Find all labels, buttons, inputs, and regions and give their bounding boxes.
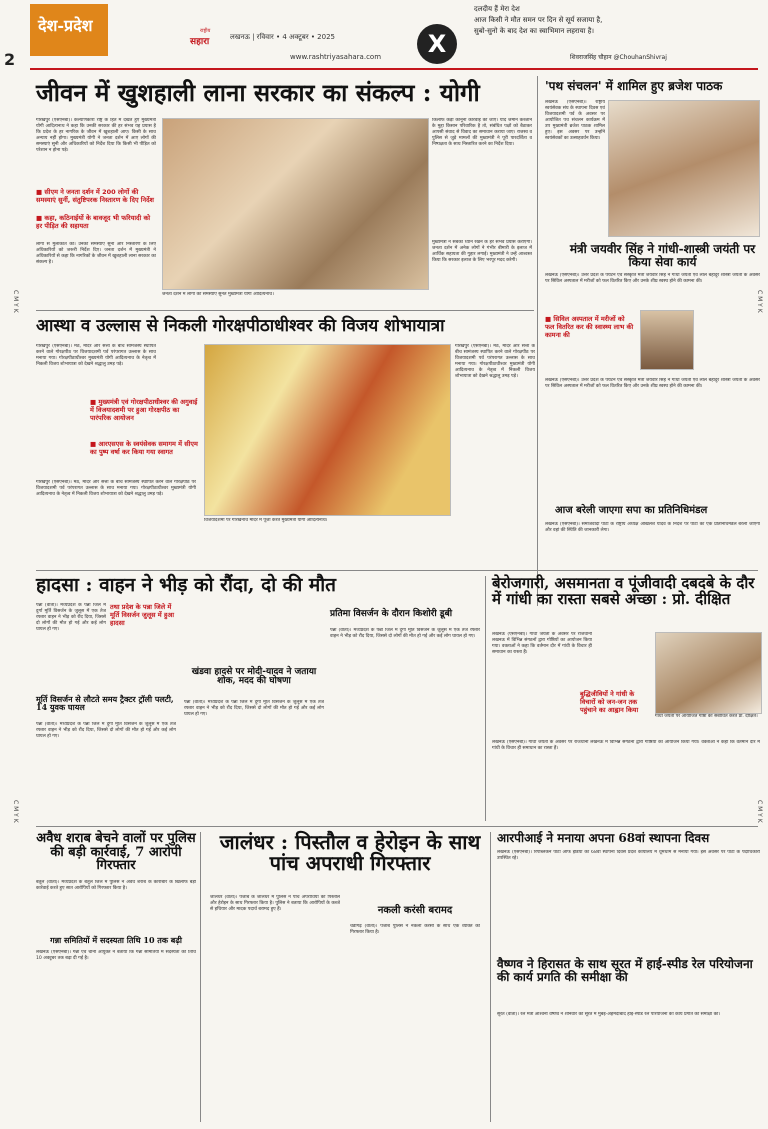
quote-line: दलदीय हैं मेरा देश (474, 5, 520, 13)
quote-line: आज किसी ने मौत समन पर दिन से सूर्य सजाया है, (474, 16, 603, 24)
print-mark: C M Y K (12, 290, 19, 313)
story2-text-2: गोरखपुर (एसएनबी)। मठ, मंदिर और सत्ता के बीच सामंजस्य स्थापित करने वाले गोरक्षपीठ पर विजयादशमी पर्व परंपरागत उल्लास के साथ मनाया गया। गोरक्षपीठाधीश्वर मुख्यमंत्री योगी आदित्यनाथ के नेतृत्व में निकली विजय शोभायात्रा को देखने श्रद्धालु उमड़ पड़े। (36, 480, 196, 497)
story2-bullet: ■ आरएसएस के स्वयंसेवक समागम में सीएम का पुष्प वर्षा कर किया गया स्वागत (90, 440, 198, 456)
story7-headline: आरपीआई ने मनाया अपना 68वां स्थापना दिवस (497, 831, 710, 845)
website-url: www.rashtriyasahara.com (290, 53, 382, 61)
story1-col3: किलाफ कड़ी कानूनी कार्रवाई की जाए। यदि जमीन कब्जाने के मुद्दा किसान परिवारिक है तो, संबंधित पक्षों को बैठाकर आपसी संवाद से विवाद का समाधान कराया जाए। राजस्व व पुलिस से जुड़े मामलों की मुख्यमंत्री ने पूरी पारदर्शिता व निष्पक्षता के साथ निस्तारित करने का निर्देश दिया। (432, 118, 532, 147)
story3-text-2: पन्ना (वार्ता)। मध्यप्रदेश के पन्ना जिले में दुर्गा मूर्ति विसर्जन के जुलूस में एक तेज रफ्तार वाहन ने भीड़ को रौंद दिया, जिससे दो लोगों की मौत हो गई और कई लोग घायल हो गए। (36, 722, 176, 739)
story2-text: गोरखपुर (एसएनबी)। मठ, मंदिर और सत्ता के बीच सामंजस्य स्थापित करने वाले गोरक्षपीठ पर विजयादशमी पर्व परंपरागत उल्लास के साथ मनाया गया। गोरक्षपीठाधीश्वर मुख्यमंत्री योगी आदित्यनाथ के नेतृत्व में निकली विजय शोभायात्रा को देखने श्रद्धालु उमड़ पड़े। (36, 344, 156, 367)
story3-headline: हादसा : वाहन ने भीड़ को रौंदा, दो की मौत (36, 574, 336, 596)
story1-caption: जनता दर्शन में लोगों की समस्याएं सुनते मुख्यमंत्री योगी आदित्यनाथ। (162, 292, 274, 297)
side2-headline: मंत्री जयवीर सिंह ने गांधी-शास्त्री जयंती पर किया सेवा कार्य (569, 242, 756, 269)
story2-headline: आस्था व उल्लास से निकली गोरक्षपीठाधीश्वर की विजय शोभायात्रा (36, 316, 445, 336)
side2-text: लखनऊ (एसएनबी)। उत्तर प्रदेश के पर्यटन एवं संस्कृति मंत्री जयवीर सिंह ने गांधी जयंती एवं लाल बहादुर शास्त्री जयंती के अवसर पर सिविल अस्पताल में मरीजों को फल वितरित किए और उनके शीघ्र स्वस्थ होने की कामना की। (545, 273, 760, 284)
story1-col1: गोरखपुर (एसएनबी)। कल्याणकारी राष्ट्र के हित में देखते हुए मुख्यमंत्री योगी आदित्यनाथ ने कहा कि उनकी सरकार की हर संभव यह प्रयास है कि प्रदेश के हर नागरिक के जीवन में खुशहाली आए। किसी के साथ अन्याय नहीं होगा। मुख्यमंत्री योगी ने जनता दर्शन में आए लोगों की समस्याएं सुनी और अधिकारियों को निर्देश दिया कि किसी भी पीड़ित को परेशान न होना पड़े। (36, 118, 156, 153)
brand-small: राष्ट्रीय (200, 28, 211, 34)
story4-text-2: लखनऊ (एसएनबी)। गांधी जयंती के अवसर पर राजधानी लखनऊ में विभिन्न संगठनों द्वारा गोष्ठियों का आयोजन किया गया। वक्ताओं ने कहा कि वर्तमान दौर में गांधी के विचार ही समाधान का रास्ता हैं। (492, 740, 760, 751)
print-mark: C M Y K (12, 800, 19, 823)
side1-headline: 'पथ संचलन' में शामिल हुए ब्रजेश पाठक (545, 79, 723, 93)
story3-text-4: पन्ना (वार्ता)। मध्यप्रदेश के पन्ना जिले में दुर्गा मूर्ति विसर्जन के जुलूस में एक तेज रफ्तार वाहन ने भीड़ को रौंद दिया, जिससे दो लोगों की मौत हो गई और कई लोग घायल हो गए। (330, 628, 480, 639)
side2-sp-headline: आज बरेली जाएगा सपा का प्रतिनिधिमंडल (555, 505, 708, 516)
social-handle: शिवराजसिंह चौहान @ChouhanShivraj (570, 54, 667, 61)
story6-sub: नकली करंसी बरामद (377, 905, 453, 916)
x-logo: X (417, 24, 457, 64)
section-title: देश-प्रदेश (38, 16, 93, 35)
story6-headline: जालंधर : पिस्तौल व हेरोइन के साथ पांच अपराधी गिरफ्तार (219, 830, 481, 875)
story4-photo (655, 632, 762, 714)
story2-text-3: गोरखपुर (एसएनबी)। मठ, मंदिर और सत्ता के बीच सामंजस्य स्थापित करने वाले गोरक्षपीठ पर विजयादशमी पर्व परंपरागत उल्लास के साथ मनाया गया। गोरक्षपीठाधीश्वर मुख्यमंत्री योगी आदित्यनाथ के नेतृत्व में निकली विजय शोभायात्रा को देखने श्रद्धालु उमड़ पड़े। (455, 344, 535, 379)
story7-headline2: वैष्णव ने हिरासत के साथ सूरत में हाई-स्पीड रेल परियोजना की कार्य प्रगति की समीक्षा की (497, 957, 753, 984)
story1-bullet: ■ कहा, कठिनाईयों के बावजूद भी फरियादी को हर पीड़ित की सहायता (36, 214, 151, 230)
story7-text: लखनऊ (एसएनबी)। रिपब्लिकन पार्टी ऑफ इंडिया का 68वां स्थापना दिवस प्रदेश कार्यालय में धूमधाम से मनाया गया। इस अवसर पर पार्टी के पदाधिकारी उपस्थित रहे। (497, 850, 760, 861)
bullet-icon: ■ (90, 398, 99, 406)
side2-text-more: लखनऊ (एसएनबी)। उत्तर प्रदेश के पर्यटन एवं संस्कृति मंत्री जयवीर सिंह ने गांधी जयंती एवं लाल बहादुर शास्त्री जयंती के अवसर पर सिविल अस्पताल में मरीजों को फल वितरित किए और उनके शीघ्र स्वस्थ होने की कामना की। (545, 378, 760, 389)
quote-block (474, 4, 724, 37)
story5-headline: अवैध शराब बेचने वालों पर पुलिस की बड़ी कार्रवाई, 7 आरोपी गिरफ्तार (36, 831, 196, 874)
quote-line: सुबो-सुनो के बाद देश का स्वाभिमान लहराया है। (474, 27, 595, 35)
bullet-icon: ■ (90, 440, 99, 448)
edition-line: लखनऊ | रविवार • 4 अक्टूबर • 2025 (230, 33, 335, 41)
story4-text: लखनऊ (एसएनबी)। गांधी जयंती के अवसर पर राजधानी लखनऊ में विभिन्न संगठनों द्वारा गोष्ठियों का आयोजन किया गया। वक्ताओं ने कहा कि वर्तमान दौर में गांधी के विचार ही समाधान का रास्ता हैं। (492, 632, 592, 655)
story3-sub2: खंडवा हादसे पर मोदी-यादव ने जताया शोक, मदद की घोषणा (191, 667, 317, 687)
story3-box: तथा प्रदेश के पन्ना जिले में मूर्ति विसर्जन जुलूस में हुआ हादसा (110, 603, 175, 627)
story5-sub-text: लखनऊ (एसएनबी)। गन्ना एवं चीनी आयुक्त ने बताया कि गन्ना समितियों में सदस्यता की तिथि 10 अक्टूबर तक बढ़ा दी गई है। (36, 950, 196, 961)
print-mark: C M Y K (756, 290, 763, 313)
story2-photo (204, 344, 451, 516)
story6-text: जालंधर (वार्ता)। पंजाब के जालंधर में पुलिस ने पांच अपराधियों को पिस्तौल और हेरोइन के साथ गिरफ्तार किया है। पुलिस ने बताया कि आरोपियों के कब्जे से हथियार और मादक पदार्थ बरामद हुए हैं। (210, 895, 340, 912)
page-number: 2 (4, 50, 16, 69)
bullet-icon: ■ (545, 315, 554, 323)
section-banner (30, 4, 108, 56)
side2-sp-text: लखनऊ (एसएनबी)। समाजवादी पार्टी के राष्ट्रीय अध्यक्ष अखिलेश यादव के निर्देश पर पार्टी का एक प्रतिनिधिमंडल बरेली जाएगा और वहां की स्थिति की जानकारी लेगा। (545, 522, 760, 533)
story1-col4: मुख्यमंत्री ने सबका ध्यान रखने के हर संभव प्रयास कराएगी। जनता दर्शन में अनेक लोगों ने गंभीर बीमारी के इलाज में आर्थिक सहायता की गुहार लगाई। मुख्यमंत्री ने उन्हें आश्वस्त किया कि सरकार इलाज के लिए भरपूर मदद करेगी। (432, 240, 532, 263)
story2-bullet: ■ मुख्यमंत्री एवं गोरक्षपीठाधीश्वर की अगुवाई में विजयादशमी पर हुआ गोरक्षपीठ का पारंपरिक आयोजन (90, 398, 198, 422)
story1-headline: जीवन में खुशहाली लाना सरकार का संकल्प : योगी (36, 78, 480, 107)
story1-col2: लोगों से मुलाकात की। उनकी समस्याएं सुनी और निस्तारण के लिए अधिकारियों को जरूरी निर्देश दिए। जनता दर्शन में मुख्यमंत्री ने अधिकारियों से कहा कि नागरिकों के जीवन में खुशहाली लाना सरकार का संकल्प है। (36, 242, 156, 265)
story5-sub: गन्ना समितियों में सदस्यता तिथि 10 तक बढ़ी (50, 935, 182, 945)
side1-photo (608, 100, 760, 237)
story1-photo (162, 118, 429, 290)
side2-portrait (640, 310, 694, 370)
story3-sub3: प्रतिमा विसर्जन के दौरान किशोरी डूबी (330, 609, 453, 619)
story3-sub1: मूर्ति विसर्जन से लौटते समय ट्रैक्टर ट्रॉली पलटी, 14 युवक घायल (36, 694, 174, 713)
side2-box: ■ सिविल अस्पताल में मरीजों को फल वितरित कर की स्वास्थ्य लाभ की कामना की (545, 315, 634, 339)
story2-caption: विजयादशमी पर गोरखनाथ मंदिर में पूजा करते मुख्यमंत्री योगी आदित्यनाथ। (204, 518, 328, 523)
story6-sub-text: चंडीगढ़ (वार्ता)। पंजाब पुलिस ने नकली करेंसी के साथ एक व्यक्ति को गिरफ्तार किया है। (350, 924, 480, 935)
story4-headline: बेरोजगारी, असमानता व पूंजीवादी दबदबे के दौर में गांधी का रास्ता सबसे अच्छा : प्रो. दीक्षित (492, 574, 755, 608)
side1-text: लखनऊ (एसएनबी)। राष्ट्रीय स्वयंसेवक संघ के स्थापना दिवस एवं विजयादशमी पर्व के अवसर पर आयोजित पथ संचलन कार्यक्रम में उप मुख्यमंत्री ब्रजेश पाठक शामिल हुए। इस अवसर पर उन्होंने स्वयंसेवकों का उत्साहवर्धन किया। (545, 100, 605, 141)
brand-name: सहारा (190, 37, 210, 47)
story3-text-3: पन्ना (वार्ता)। मध्यप्रदेश के पन्ना जिले में दुर्गा मूर्ति विसर्जन के जुलूस में एक तेज रफ्तार वाहन ने भीड़ को रौंद दिया, जिससे दो लोगों की मौत हो गई और कई लोग घायल हो गए। (184, 700, 324, 717)
story5-text: बैतूल (वार्ता)। मध्यप्रदेश के बैतूल जिले में पुलिस ने अवैध शराब के कारोबार के खिलाफ बड़ी कार्रवाई करते हुए सात आरोपियों को गिरफ्तार किया है। (36, 880, 196, 891)
story7-text2: सूरत (वार्ता)। रेल मंत्री अश्विनी वैष्णव ने शनिवार को सूरत में मुंबई-अहमदाबाद हाई-स्पीड रेल परियोजना की कार्य प्रगति की समीक्षा की। (497, 1012, 721, 1017)
print-mark: C M Y K (756, 800, 763, 823)
story3-text: पन्ना (वार्ता)। मध्यप्रदेश के पन्ना जिले में दुर्गा मूर्ति विसर्जन के जुलूस में एक तेज रफ्तार वाहन ने भीड़ को रौंद दिया, जिससे दो लोगों की मौत हो गई और कई लोग घायल हो गए। (36, 603, 106, 632)
story1-bullet: ■ सीएम ने जनता दर्शन में 200 लोगों की समस्याएं सुनीं, संतुष्टिपरक निस्तारण के दिए निर्देश (36, 188, 154, 204)
bullet-icon: ■ (36, 188, 45, 196)
story4-box: बुद्धिजीवियों ने गांधी के विचारों को जन-जन तक पहुंचाने का आह्वान किया (580, 690, 639, 714)
story4-caption: गांधी जयंती पर आयोजित गोष्ठी को संबोधित करते प्रो. दीक्षित। (655, 714, 758, 719)
bullet-icon: ■ (36, 214, 45, 222)
